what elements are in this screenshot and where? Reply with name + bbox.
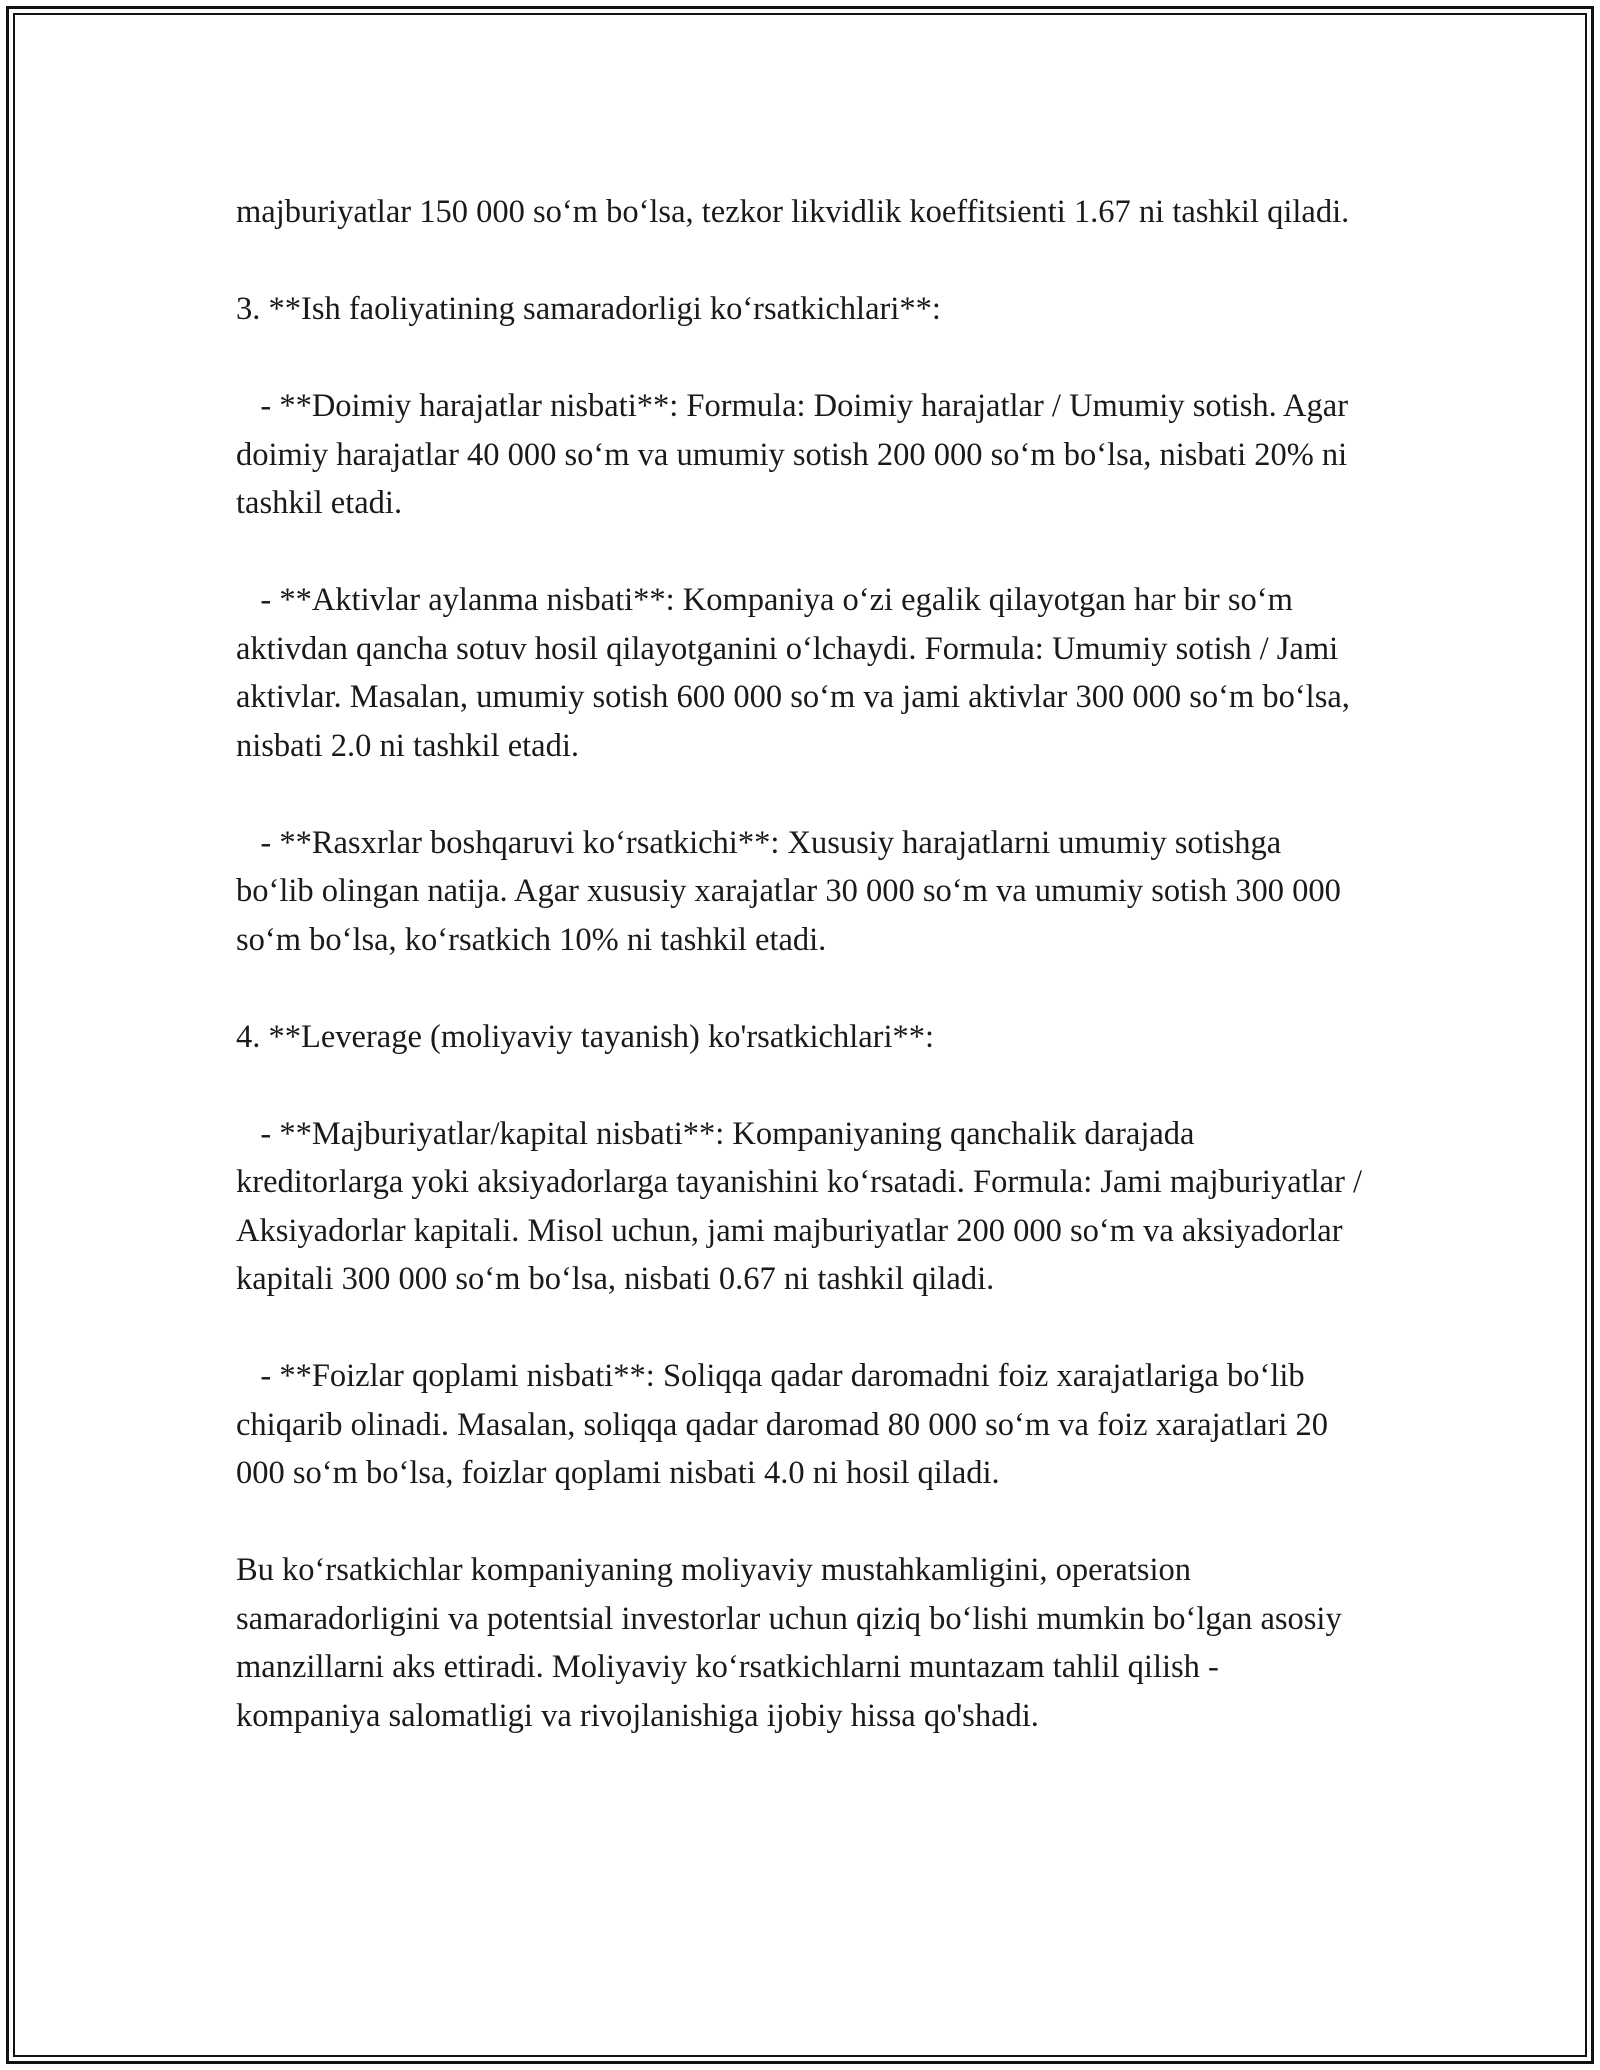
paragraph-fixed-costs-ratio: - **Doimiy harajatlar nisbati**: Formula: Doimiy harajatlar / Umumiy sotish. Agar doimiy harajatlar 40 000 so‘m va umumiy sotish 200 000 so‘m bo‘lsa, nisbati 20% ni tashkil etadi.	[236, 388, 1357, 521]
paragraph-interest-coverage-ratio: - **Foizlar qoplami nisbati**: Soliqqa qadar daromadni foiz xarajatlariga bo‘lib chiqarib olinadi. Masalan, soliqqa qadar daromad 80 000 so‘m va foiz xarajatlari 20 000 so‘m bo‘lsa, foizlar qoplami nisbati 4.0 ni hosil qiladi.	[236, 1358, 1337, 1491]
paragraph-asset-turnover-ratio: - **Aktivlar aylanma nisbati**: Kompaniya o‘zi egalik qilayotgan har bir so‘m aktivdan qancha sotuv hosil qilayotganini o‘lchaydi. Formula: Umumiy sotish / Jami aktivlar. Masalan, umumiy sotish 600 000 so‘m va jami aktivlar 300 000 so‘m bo‘lsa, nisbati 2.0 ni tashkil etadi.	[236, 582, 1359, 764]
paragraph-quick-ratio-end: majburiyatlar 150 000 so‘m bo‘lsa, tezkor likvidlik koeffitsienti 1.67 ni tashkil qiladi.	[236, 194, 1350, 230]
heading-leverage-indicators: 4. **Leverage (moliyaviy tayanish) ko'rsatkichlari**:	[236, 1018, 935, 1055]
paragraph-debt-equity-ratio: - **Majburiyatlar/kapital nisbati**: Kompaniyaning qanchalik darajada kreditorlarga yoki aksiyadorlarga tayanishini ko‘rsatadi. Formula: Jami majburiyatlar / Aksiyadorlar kapitali. Misol uchun, jami majburiyatlar 200 000 so‘m va aksiyadorlar kapitali 300 000 so‘m bo‘lsa, nisbati 0.67 ni tashkil qiladi.	[236, 1115, 1369, 1297]
paragraph-conclusion: Bu ko‘rsatkichlar kompaniyaning moliyaviy mustahkamligini, operatsion samaradorligini va potentsial investorlar uchun qiziq bo‘lishi mumkin bo‘lgan asosiy manzillarni aks ettiradi. Moliyaviy ko‘rsatkichlarni muntazam tahlil qilish - kompaniya salomatligi va rivojlanishiga ijobiy hissa qo'shadi.	[236, 1552, 1350, 1734]
heading-efficiency-indicators: 3. **Ish faoliyatining samaradorligi ko‘rsatkichlari**:	[236, 291, 941, 327]
document-body	[236, 188, 1369, 1740]
paragraph-expense-management: - **Rasxrlar boshqaruvi ko‘rsatkichi**: Xususiy harajatlarni umumiy sotishga bo‘lib olingan natija. Agar xususiy xarajatlar 30 000 so‘m va umumiy sotish 300 000 so‘m bo‘lsa, ko‘rsatkich 10% ni tashkil etadi.	[236, 824, 1349, 958]
